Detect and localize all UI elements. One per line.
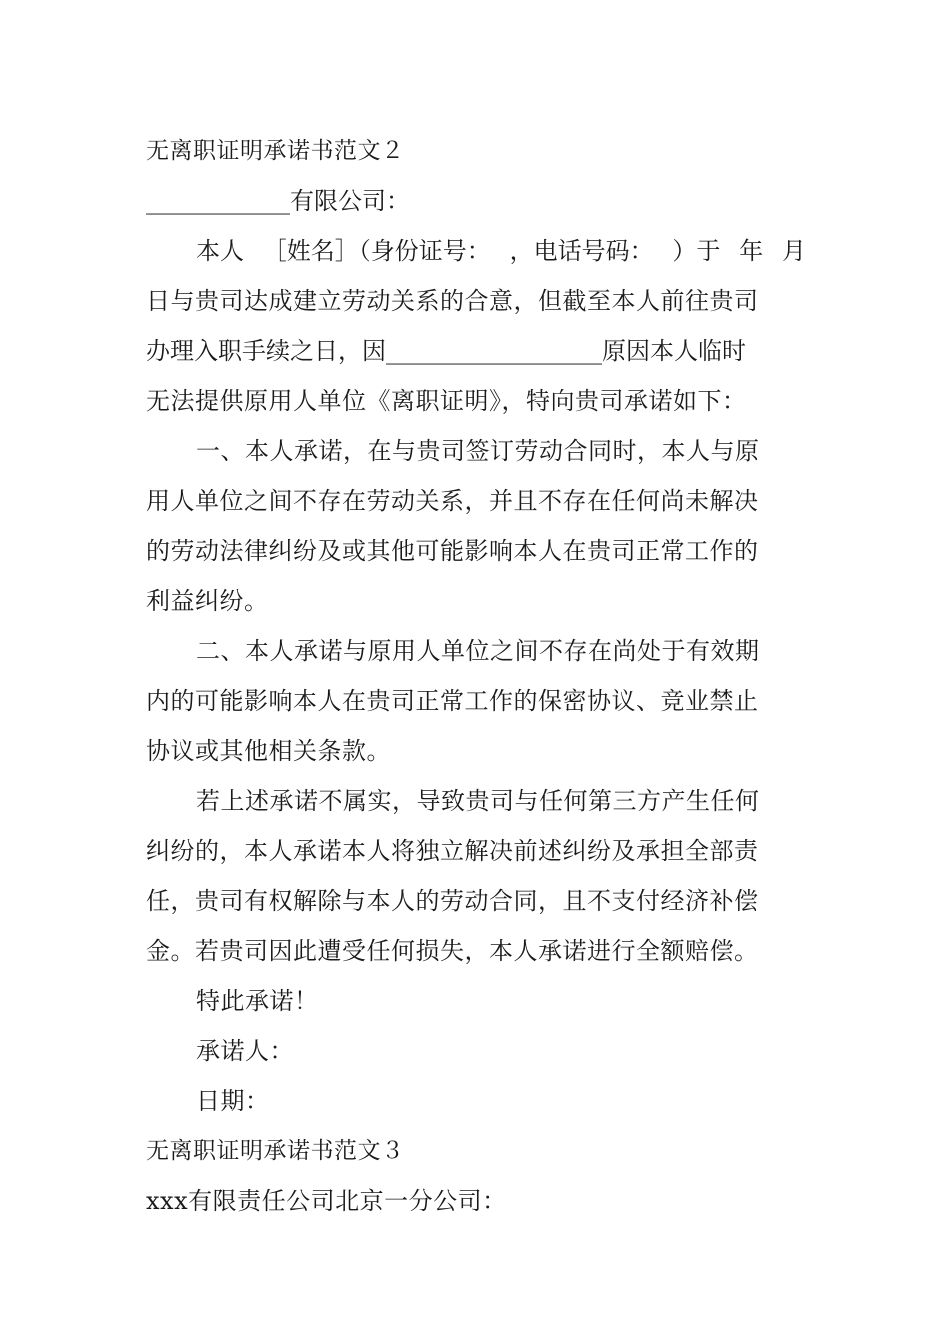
- para1-part-4: ）于: [672, 237, 721, 265]
- para1-part-3: ，电话号码：: [509, 237, 654, 265]
- para1-part-6: 月: [781, 237, 806, 265]
- para1-part-1: 本人: [196, 237, 244, 265]
- para4-line2: 纠纷的，本人承诺本人将独立解决前述纠纷及承担全部责: [146, 837, 759, 865]
- para2-line2: 用人单位之间不存在劳动关系，并且不存在任何尚未解决: [146, 487, 759, 515]
- addressee-line-2: ____________有限公司：: [146, 187, 410, 215]
- para1-part-2: ［姓名］（身份证号：: [262, 237, 491, 265]
- para1-line3: 办理入职手续之日，因__________________原因本人临时: [146, 337, 746, 365]
- para2-line4: 利益纠纷。: [146, 587, 269, 615]
- para4-line3: 任，贵司有权解除与本人的劳动合同，且不支付经济补偿: [146, 887, 759, 915]
- para1-part-5: 年: [739, 237, 764, 265]
- section-heading-2: 无离职证明承诺书范文２: [146, 138, 405, 164]
- para1-line1: [196, 236, 806, 266]
- para3-line2: 内的可能影响本人在贵司正常工作的保密协议、竞业禁止: [146, 687, 759, 715]
- closing-line: 特此承诺！: [196, 987, 319, 1015]
- date-label: 日期：: [196, 1087, 270, 1115]
- para2-line3: 的劳动法律纠纷及或其他可能影响本人在贵司正常工作的: [146, 537, 759, 565]
- para1-line4: 无法提供原用人单位《离职证明》，特向贵司承诺如下：: [146, 387, 747, 415]
- para4-line4: 金。若贵司因此遭受任何损失，本人承诺进行全额赔偿。: [146, 937, 759, 965]
- signer-label: 承诺人：: [196, 1037, 294, 1065]
- section-heading-3: 无离职证明承诺书范文３: [146, 1138, 405, 1164]
- para1-line2: 日与贵司达成建立劳动关系的合意，但截至本人前往贵司: [146, 287, 759, 315]
- para2-line1: 一、本人承诺，在与贵司签订劳动合同时，本人与原: [196, 437, 760, 465]
- para3-line1: 二、本人承诺与原用人单位之间不存在尚处于有效期: [196, 637, 760, 665]
- para3-line3: 协议或其他相关条款。: [146, 737, 391, 765]
- addressee-line-3: xxx有限责任公司北京一分公司：: [146, 1187, 507, 1215]
- para4-line1: 若上述承诺不属实，导致贵司与任何第三方产生任何: [196, 787, 760, 815]
